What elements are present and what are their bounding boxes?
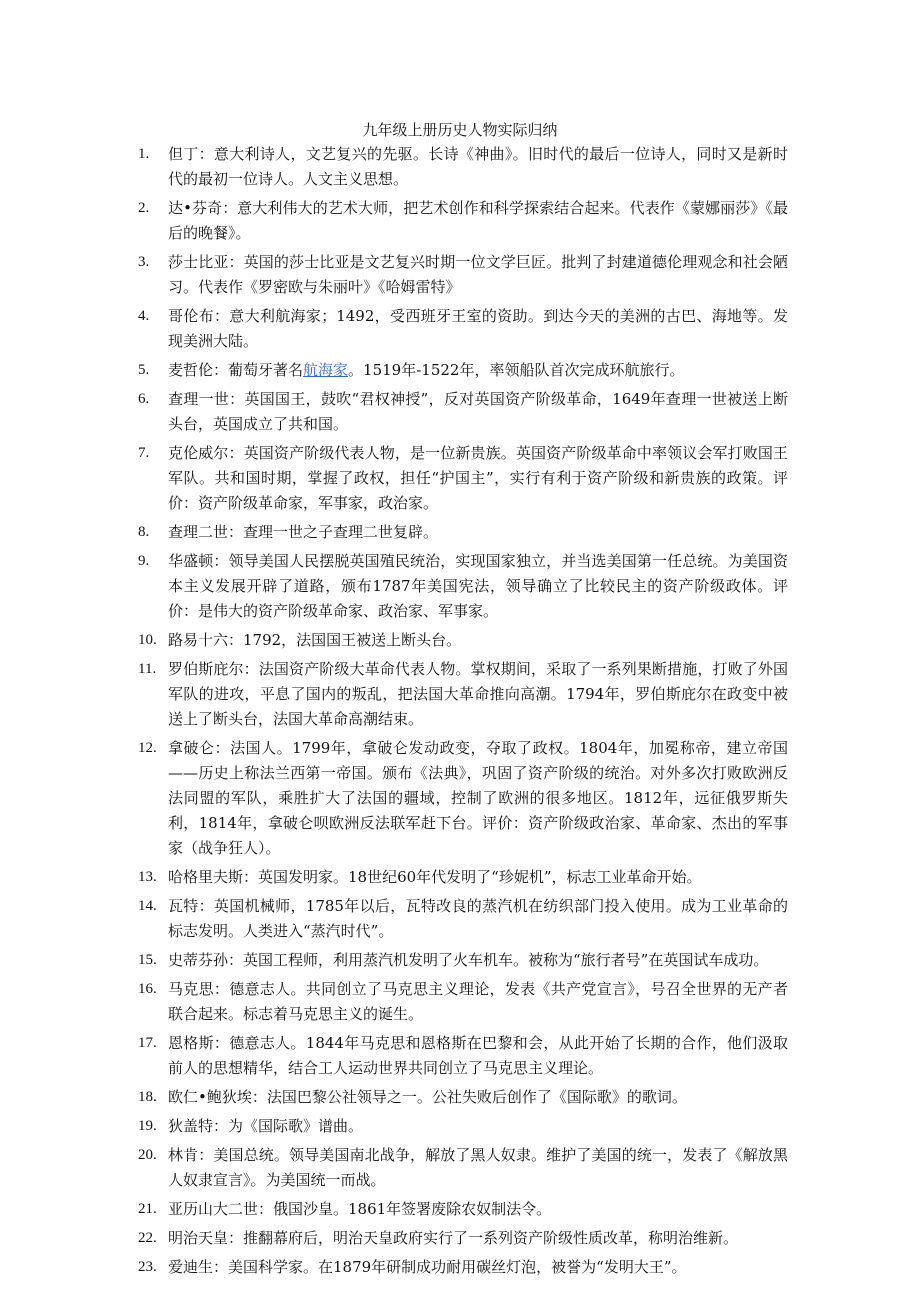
item-text: 林肯：美国总统。领导美国南北战争，解放了黑人奴隶。维护了美国的统一，发表了《解放黑人奴隶宣言》。为美国统一而战。 [168,1146,788,1189]
item-number: 6. [138,391,150,407]
item-number: 2. [138,200,150,216]
item-text: 路易十六：1792，法国国王被送上断头台。 [168,631,462,649]
item-text: 瓦特：英国机械师，1785年以后，瓦特改良的蒸汽机在纺织部门投入使用。成为工业革命的标志发明。人类进入“蒸汽时代”。 [168,897,788,940]
navigator-link[interactable]: 航海家 [303,361,349,379]
list-item [138,520,788,545]
item-number: 18. [138,1089,157,1105]
item-number: 16. [138,981,157,997]
list-item [138,304,788,354]
list-item [138,977,788,1027]
item-number: 19. [138,1118,157,1134]
item-text: 欧仁•鲍狄埃：法国巴黎公社领导之一。公社失败后创作了《国际歌》的歌词。 [168,1088,687,1106]
list-item [138,1031,788,1081]
item-number: 10. [138,632,157,648]
item-number: 22. [138,1230,157,1246]
item-text: 亚历山大二世：俄国沙皇。1861年签署废除农奴制法令。 [168,1200,552,1218]
item-text: 爱迪生：美国科学家。在1879年研制成功耐用碳丝灯泡，被誉为“发明大王”。 [168,1258,687,1276]
list-item [138,948,788,973]
list-item [138,1114,788,1139]
item-number: 14. [138,898,157,914]
item-number: 12. [138,740,157,756]
list-item [138,250,788,300]
item-number: 13. [138,869,157,885]
document-title: 九年级上册历史人物实际归纳 [362,121,558,139]
item-number: 7. [138,445,150,461]
item-text: 哈格里夫斯：英国发明家。18世纪60年代发明了“珍妮机”，标志工业革命开始。 [168,868,702,886]
item-text-before-link: 麦哲伦：葡萄牙著名 [168,361,304,379]
list-item [138,387,788,437]
item-number: 3. [138,254,150,270]
item-text: 罗伯斯庇尔：法国资产阶级大革命代表人物。掌权期间，采取了一系列果断措施，打败了外国军队的进攻，平息了国内的叛乱，把法国大革命推向高潮。1794年，罗伯斯庇尔在政变中被送上了断头台，法国大革命高潮结束。 [168,660,788,728]
item-text: 但丁：意大利诗人，文艺复兴的先驱。长诗《神曲》。旧时代的最后一位诗人，同时又是新时代的最初一位诗人。人文主义思想。 [168,145,788,188]
item-text: 史蒂芬孙：英国工程师，利用蒸汽机发明了火车机车。被称为“旅行者号”在英国试车成功。 [168,951,769,969]
item-number: 21. [138,1201,157,1217]
item-number: 9. [138,553,150,569]
item-text: 查理二世：查理一世之子查理二世复辟。 [168,523,439,541]
list-item [138,441,788,516]
item-text: 查理一世：英国国王，鼓吹“君权神授”，反对英国资产阶级革命，1649年查理一世被送上断头台，英国成立了共和国。 [168,390,788,433]
list-item [138,736,788,861]
item-number: 11. [138,661,157,677]
list-item [138,358,788,383]
list-item [138,142,788,192]
list-item [138,196,788,246]
item-text: 马克思：德意志人。共同创立了马克思主义理论，发表《共产党宣言》，号召全世界的无产者联合起来。标志着马克思主义的诞生。 [168,980,788,1023]
list-item [138,865,788,890]
item-text: 哥伦布：意大利航海家；1492，受西班牙王室的资助。到达今天的美洲的古巴、海地等。发现美洲大陆。 [168,307,788,350]
list-item [138,628,788,653]
item-number: 17. [138,1035,157,1051]
list-item [138,657,788,732]
list-item [138,894,788,944]
item-number: 20. [138,1147,157,1163]
item-text: 明治天皇：推翻幕府后，明治天皇政府实行了一系列资产阶级性质改革，称明治维新。 [168,1229,739,1247]
list-item [138,1226,788,1251]
item-text: 莎士比亚：英国的莎士比亚是文艺复兴时期一位文学巨匠。批判了封建道德伦理观念和社会陋习。代表作《罗密欧与朱丽叶》《哈姆雷特》 [168,253,788,296]
item-number: 8. [138,524,150,540]
item-number: 15. [138,952,157,968]
item-number: 23. [138,1259,157,1275]
item-text-after-link: 。1519年-1522年，率领船队首次完成环航旅行。 [348,361,685,379]
list-item [138,1197,788,1222]
list-item [138,1255,788,1280]
list-item [138,1143,788,1193]
item-number: 5. [138,362,150,378]
item-number: 4. [138,308,150,324]
item-text: 克伦威尔：英国资产阶级代表人物，是一位新贵族。英国资产阶级革命中率领议会军打败国王军队。共和国时期，掌握了政权，担任“护国主”，实行有利于资产阶级和新贵族的政策。评价：资产阶级革命家，军事家，政治家。 [168,444,788,512]
list-item [138,549,788,624]
item-number: 1. [138,146,150,162]
item-text: 拿破仑：法国人。1799年，拿破仑发动政变，夺取了政权。1804年，加冕称帝，建立帝国——历史上称法兰西第一帝国。颁布《法典》，巩固了资产阶级的统治。对外多次打败欧洲反法同盟的军队，乘胜扩大了法国的疆域，控制了欧洲的很多地区。1812年，远征俄罗斯失利，1814年，拿破仑呗欧洲反法联军赶下台。评价：资产阶级政治家、革命家、杰出的军事家（战争狂人）。 [168,739,788,857]
item-text: 华盛顿：领导美国人民摆脱英国殖民统治，实现国家独立，并当选美国第一任总统。为美国资本主义发展开辟了道路，颁布1787年美国宪法，领导确立了比较民主的资产阶级政体。评价：是伟大的资产阶级革命家、政治家、军事家。 [168,552,788,620]
historical-figures-list [138,142,788,1284]
item-text: 恩格斯：德意志人。1844年马克思和恩格斯在巴黎和会，从此开始了长期的合作，他们汲取前人的思想精华，结合工人运动世界共同创立了马克思主义理论。 [168,1034,788,1077]
item-text: 狄盖特：为《国际歌》谱曲。 [168,1117,364,1135]
item-text: 达•芬奇：意大利伟大的艺术大师，把艺术创作和科学探索结合起来。代表作《蒙娜丽莎》《最后的晚餐》。 [168,199,788,242]
list-item [138,1085,788,1110]
